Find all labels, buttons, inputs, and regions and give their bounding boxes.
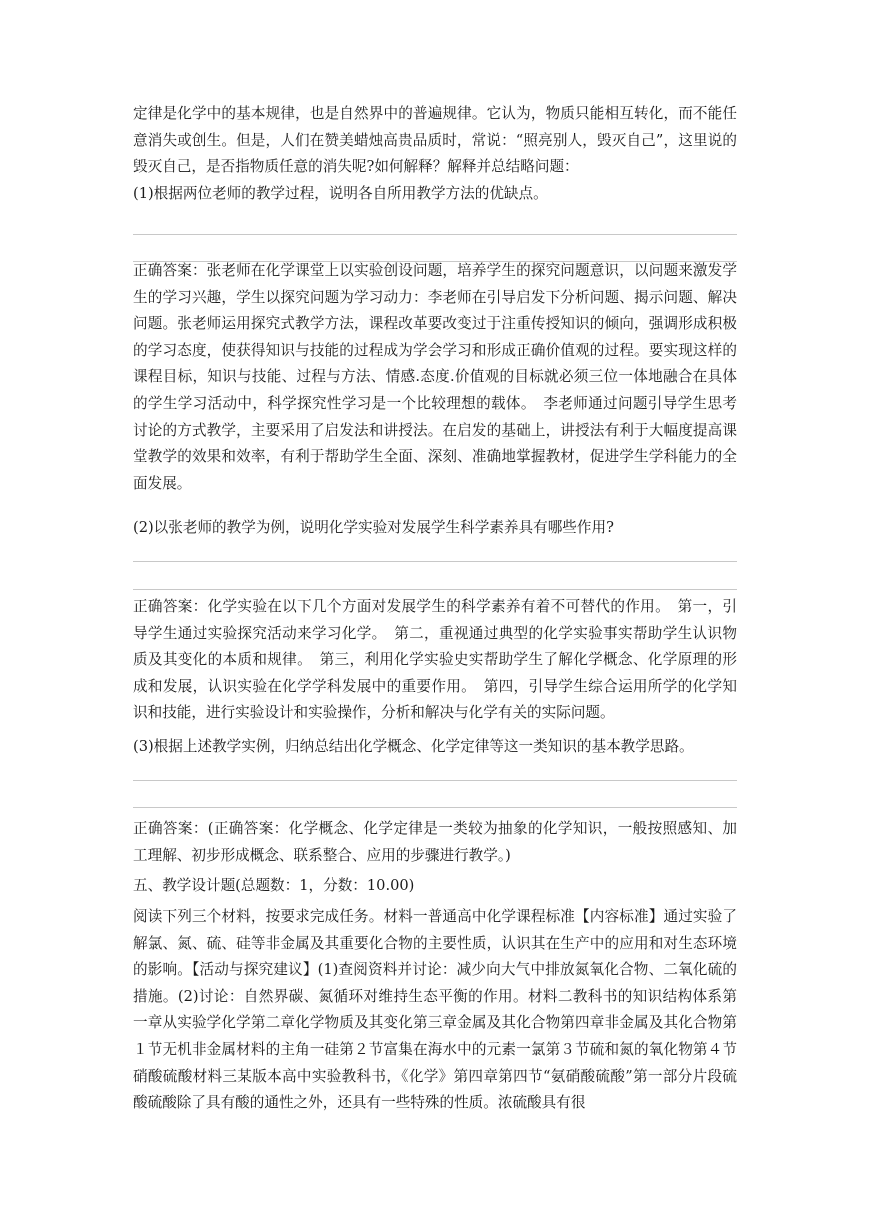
answer-3-text: 正确答案：(正确答案：化学概念、化学定律是一类较为抽象的化学知识，一般按照感知、加工理解、初步形成概念、联系整合、应用的步骤进行教学。) [133, 820, 737, 864]
answer-line-1 [133, 234, 737, 235]
short-divider-2 [133, 589, 737, 590]
question-2-text: (2)以张老师的教学为例，说明化学实验对发展学生科学素养具有哪些作用? [133, 519, 614, 536]
answer-2 [133, 594, 737, 727]
answer-3 [133, 816, 737, 869]
section-5-heading [133, 873, 737, 900]
question-3-text: (3)根据上述教学实例，归纳总结出化学概念、化学定律等这一类知识的基本教学思路。 [133, 738, 694, 755]
answer-line-2 [133, 561, 737, 562]
answer-1 [133, 258, 737, 497]
question-2 [133, 515, 737, 542]
question-3 [133, 734, 737, 761]
question-1-text: (1)根据两位老师的教学过程，说明各自所用教学方法的优缺点。 [133, 185, 548, 202]
intro-text: 定律是化学中的基本规律，也是自然界中的普遍规律。它认为，物质只能相互转化，而不能任意消失或创生。但是，人们在赞美蜡烛高贵品质时，常说：“照亮别人，毁灭自己”，这里说的毁灭自己，是否指物质任意的消失呢?如何解释？解释并总结略问题： [133, 105, 737, 176]
material-paragraph [133, 904, 737, 1117]
material-text: 阅读下列三个材料，按要求完成任务。材料一普通高中化学课程标准【内容标准】通过实验了解氯、氮、硫、硅等非金属及其重要化合物的主要性质，认识其在生产中的应用和对生态环境的影响。【活动与探究建议】(1)查阅资料并讨论：减少向大气中排放氮氧化合物、二氧化硫的措施。(2)讨论：自然界碳、氮循环对维持生态平衡的作用。材料二教科书的知识结构体系第一章从实验学化学第二章化学物质及其变化第三章金属及其化合物第四章非金属及其化合物第１节无机非金属材料的主角一硅第２节富集在海水中的元素一氯第３节硫和氮的氧化物第４节硝酸硫酸材料三某版本高中实验教科书，《化学》第四章第四节“氨硝酸硫酸”第一部分片段硫酸硫酸除了具有酸的通性之外，还具有一些特殊的性质。浓硫酸具有很 [133, 908, 737, 1112]
short-divider-3 [133, 807, 737, 808]
section-5-title: 五、教学设计题(总题数：1，分数：10.00) [133, 877, 415, 894]
question-1 [133, 181, 737, 208]
answer-1-text: 正确答案：张老师在化学课堂上以实验创设问题，培养学生的探究问题意识，以问题来激发学生的学习兴趣，学生以探究问题为学习动力：李老师在引导启发下分析问题、揭示问题、解决问题。张老师运用探究式教学方法，课程改革要改变过于注重传授知识的倾向，强调形成积极的学习态度，使获得知识与技能的过程成为学会学习和形成正确价值观的过程。要实现这样的课程目标，知识与技能、过程与方法、情感.态度.价值观的目标就必须三位一体地融合在具体的学生学习活动中，科学探究性学习是一个比较理想的载体。 李老师通过问题引导学生思考讨论的方式教学，主要采用了启发法和讲授法。在启发的基础上，讲授法有利于大幅度提高课堂教学的效果和效率，有利于帮助学生全面、深刻、准确地掌握教材，促进学生学科能力的全面发展。 [133, 262, 737, 492]
answer-2-text: 正确答案：化学实验在以下几个方面对发展学生的科学素养有着不可替代的作用。 第一，引导学生通过实验探究活动来学习化学。 第二，重视通过典型的化学实验事实帮助学生认识物质及其变化的本质和规律。 第三，利用化学实验史实帮助学生了解化学概念、化学原理的形成和发展，认识实验在化学学科发展中的重要作用。 第四，引导学生综合运用所学的化学知识和技能，进行实验设计和实验操作，分析和解决与化学有关的实际问题。 [133, 598, 737, 722]
answer-line-3 [133, 780, 737, 781]
intro-paragraph [133, 101, 737, 181]
